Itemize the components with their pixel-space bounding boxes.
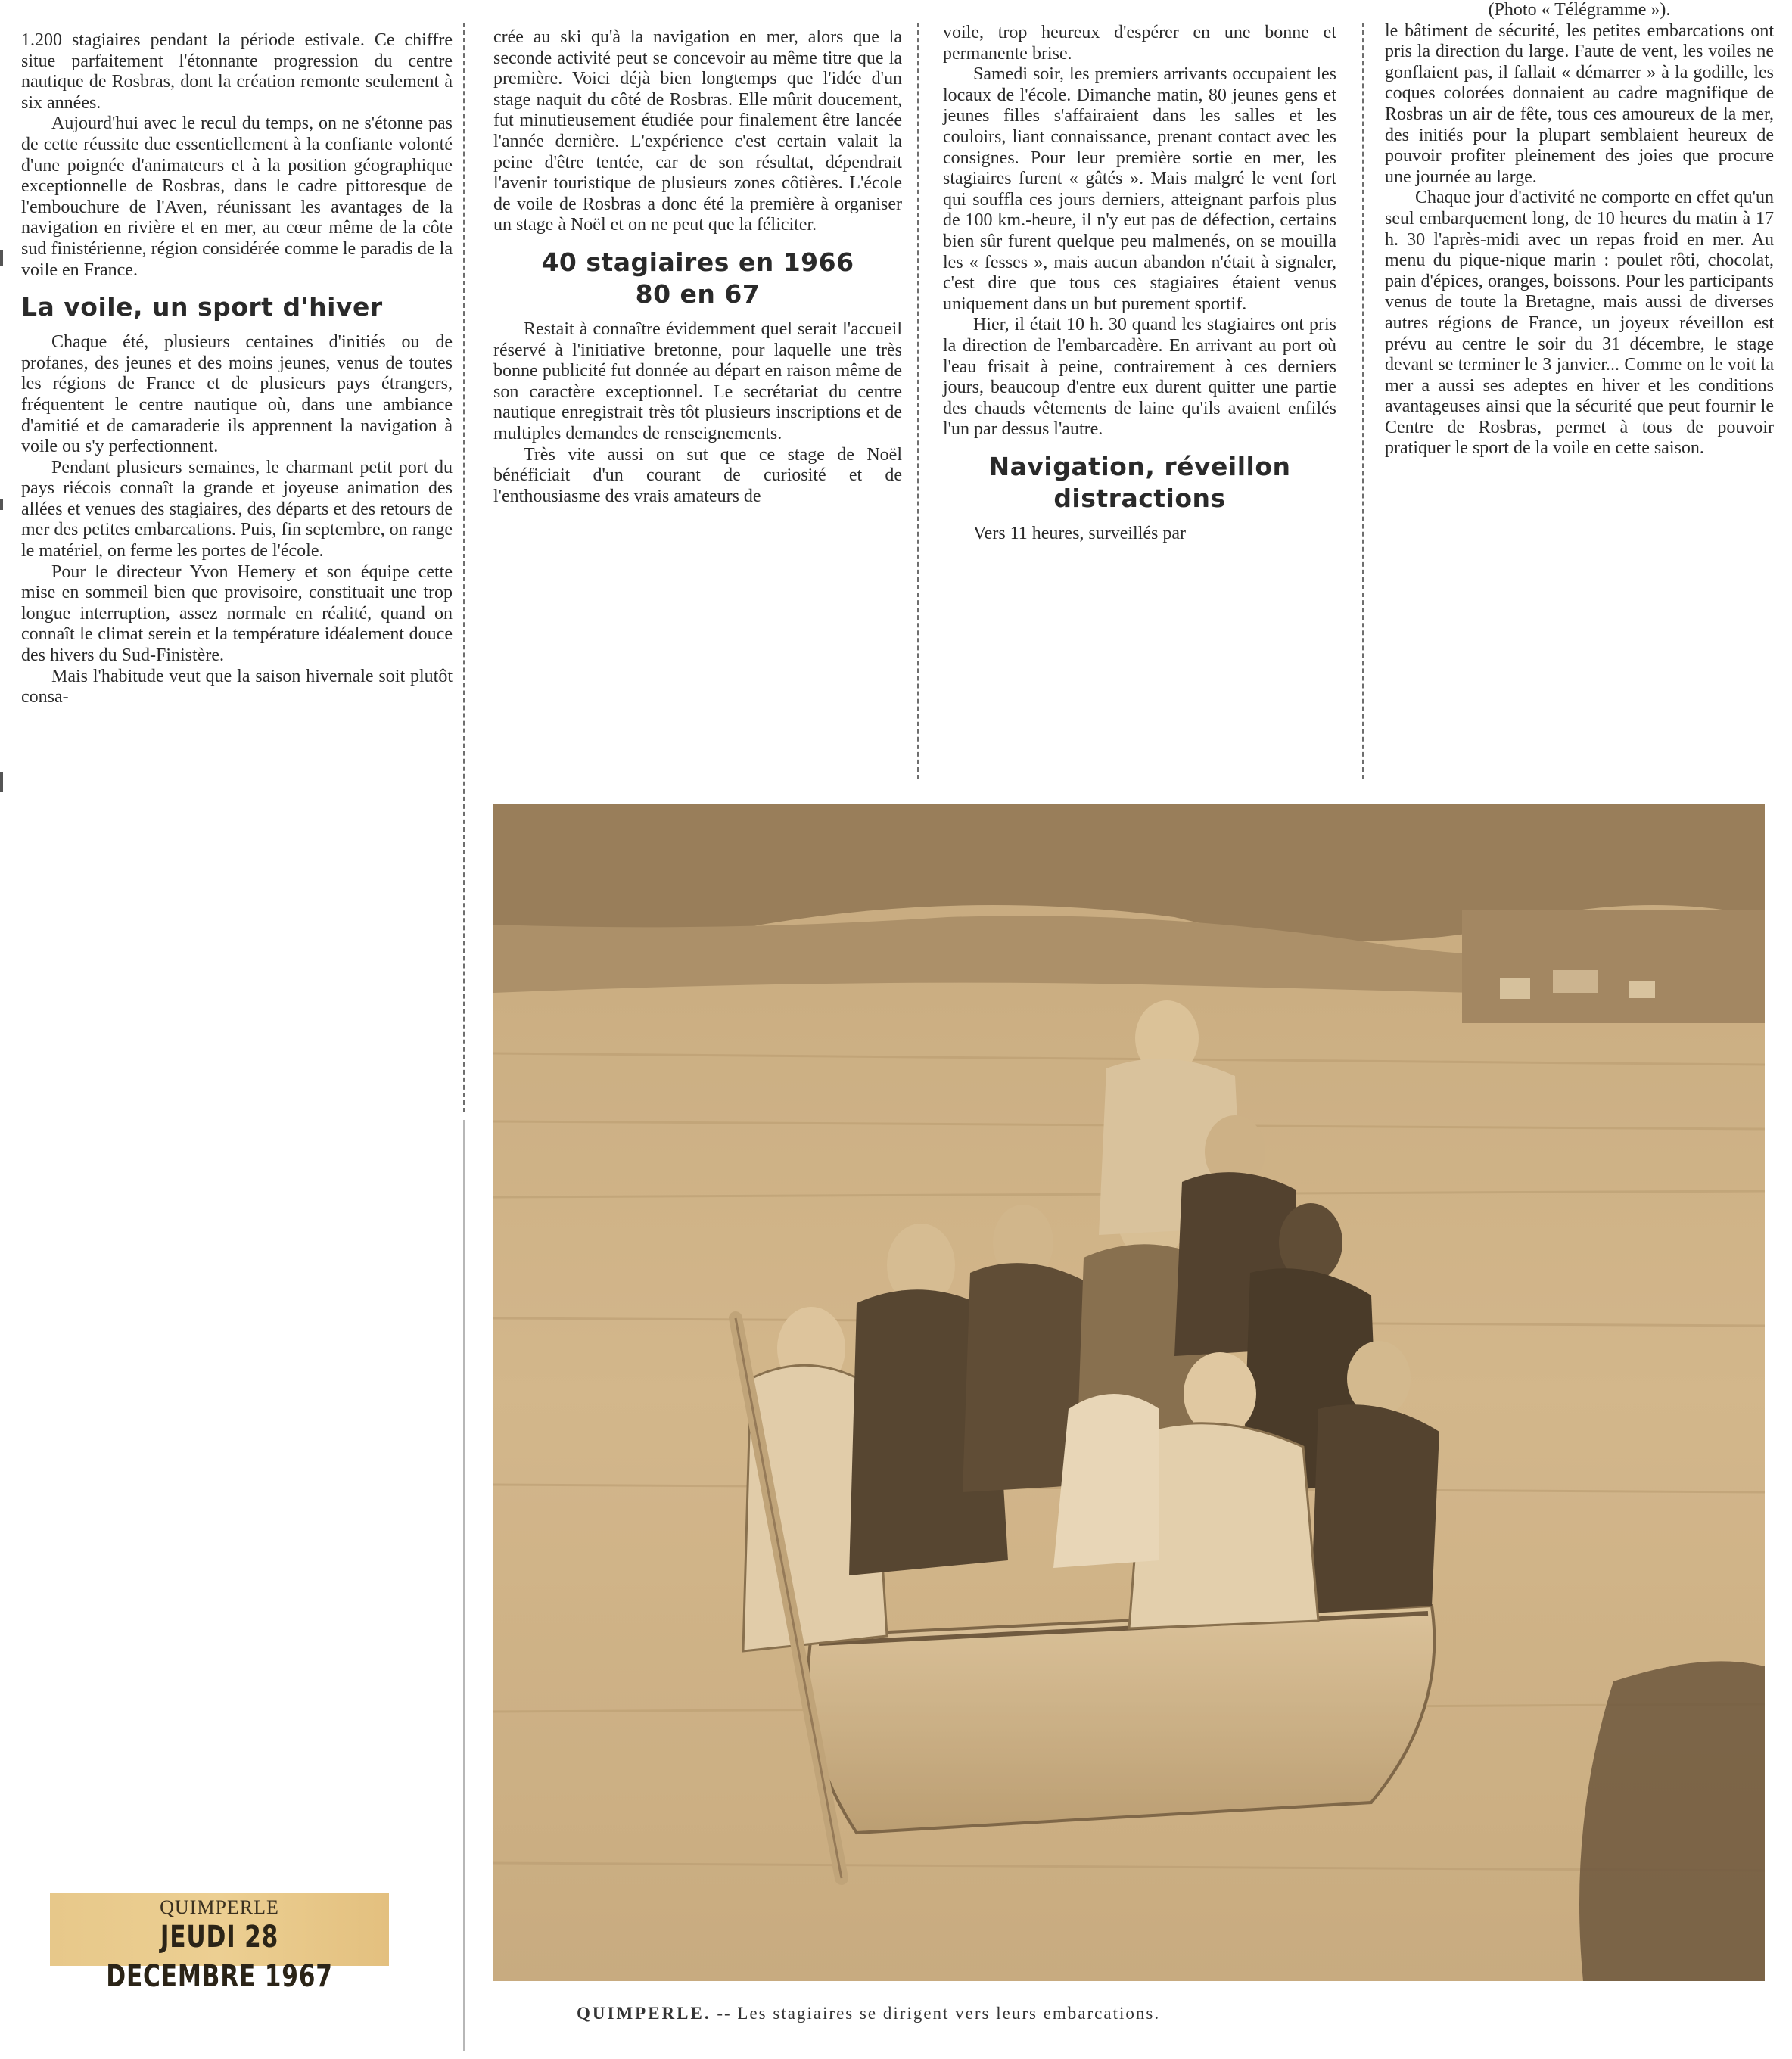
article-paragraph: voile, trop heureux d'espérer en une bonne et permanente brise. [943,23,1336,64]
photo-credit: (Photo « Télégramme »). [1488,0,1671,20]
article-paragraph: Mais l'habitude veut que la saison hivernale soit plutôt consa- [21,666,453,708]
article-column-1 [21,30,453,1112]
photo-image [493,804,1765,1981]
article-paragraph: Aujourd'hui avec le recul du temps, on ne s'étonne pas de cette réussite due essentiellement à la confiante volonté d'une poignée d'animateurs et à la position géographique exceptionnelle de Rosbras, dans le cadre pittoresque de l'embouchure de l'Aven, réunissant les avantages de la navigation en rivière et en mer, au cœur même de la côte sud finistérienne, région considérée comme le paradis de la voile en France. [21,114,453,280]
article-column-2 [493,27,902,773]
column-rule [463,23,465,1112]
article-paragraph: Restait à connaître évidemment quel serait l'accueil réservé à l'initiative bretonne, pour laquelle une très bonne publicité fut donnée au départ en raison même de son caractère exceptionnel. Le secrétariat du centre nautique enregistrait très tôt plusieurs inscriptions et de multiples demandes de renseignements. [493,319,902,443]
dateline-city: QUIMPERLE [160,1896,279,1918]
article-paragraph: Chaque été, plusieurs centaines d'initiés ou de profanes, des jeunes et des moins jeunes, venus de toutes les régions de France et de plusieurs pays étrangers, fréquentent le centre nautique où, dans une ambiance d'amitié et de camaraderie ils apprennent la navigation à voile ou s'y perfectionnent. [21,332,453,457]
column-rule [463,1120,465,2051]
edge-mark [0,772,3,792]
article-column-3 [943,23,1336,768]
section-heading: 40 stagiaires en 1966 80 en 67 [541,247,854,309]
article-paragraph: Pour le directeur Yvon Hemery et son équipe cette mise en sommeil bien que provisoire, constituait une trop longue interruption, assez normale en réalité, quand on connaît le climat serein et la température idéalement douce des hivers du Sud-Finistère. [21,561,453,666]
article-paragraph: Chaque jour d'activité ne comporte en effet qu'un seul embarquement long, de 10 heures du matin à 17 h. 30 l'après-midi avec un repas froid en mer. Au menu du pique-nique marin : poulet rôti, chocolat, pain d'épices, oranges, boissons. Pour les participants venus de toute la Bretagne, mais aussi de diverses autres régions de France, un joyeux réveillon est prévu au centre le soir du 31 décembre, le stage devant se terminer le 3 janvier... Comme on le voit la mer a aussi ses adeptes en hiver et les conditions avantageuses ainsi que la sécurité que peut fournir le Centre de Rosbras, permet à tous de pouvoir pratiquer le sport de la voile en cette saison. [1385,188,1774,459]
article-paragraph: Pendant plusieurs semaines, le charmant petit port du pays riécois connaît la grande et joyeuse animation des allées et venues des stagiaires, des départs et des retours de mer des petites embarcations. Puis, fin septembre, on range le matériel, on ferme les portes de l'école. [21,457,453,561]
article-column-4 [1385,0,1774,764]
article-paragraph: Vers 11 heures, surveillés par [973,523,1187,543]
article-paragraph: crée au ski qu'à la navigation en mer, alors que la seconde activité peut se concevoir au même titre que la première. Voici déjà bien longtemps que l'idée d'un stage naquit du côté de Rosbras. Elle mûrit doucement, fut minutieusement étudiée pour finalement être lancée l'année dernière. L'expérience c'est certain valait la peine d'être tentée, car de son résultat, dépendrait l'avenir touristique de plusieurs zones côtières. L'école de voile de Rosbras a donc été la première à organiser un stage à Noël et on ne peut que la féliciter. [493,27,902,235]
photo-caption [577,2004,1485,2023]
dateline-label [50,1893,389,1994]
dateline-date: JEUDI 28 DECEMBRE 1967 [106,1920,333,1994]
caption-place: QUIMPERLE. [577,2004,711,2023]
caption-text: -- Les stagiaires se dirigent vers leurs embarcations. [711,2004,1161,2023]
edge-mark [0,499,3,510]
column-rule [917,23,919,779]
section-heading: Navigation, réveillon distractions [988,451,1291,513]
article-paragraph: Très vite aussi on sut que ce stage de Noël bénéficiait d'un courant de curiosité et de l'enthousiasme des vrais amateurs de [493,444,902,506]
article-paragraph: Hier, il était 10 h. 30 quand les stagiaires ont pris la direction de l'embarcadère. En arrivant au port où l'eau frisait à peine, contrairement à ces derniers jours, beaucoup d'entre eux durent quitter une partie des chauds vêtements de laine qu'ils avaient enfilés l'un par dessus l'autre. [943,315,1336,440]
photo-boat-stagiaires [493,804,1765,1981]
article-paragraph: 1.200 stagiaires pendant la période estivale. Ce chiffre situe parfaitement l'étonnante progression du centre nautique de Rosbras, dont la création remonte seulement à six années. [21,30,453,113]
edge-mark [0,250,3,266]
column-rule [1362,23,1364,779]
article-paragraph: le bâtiment de sécurité, les petites embarcations ont pris la direction du large. Faute de vent, les voiles ne gonflaient pas, il fallait « démarrer » à la godille, les coques colorées donnaient au cadre magnifique de Rosbras un air de fête, tous ces amoureux de la mer, des initiés pour la plupart semblaient heureux de pouvoir profiter pleinement des joies que procure une journée au large. [1385,20,1774,187]
article-paragraph: Samedi soir, les premiers arrivants occupaient les locaux de l'école. Dimanche matin, 80 jeunes gens et jeunes filles s'affairaient dans les salles et les couloirs, liant connaissance, prenant contact avec les consignes. Pour leur première sortie en mer, les stagiaires furent « gâtés ». Mais malgré le vent fort qui souffla ces jours derniers, atteignant parfois plus de 100 km.-heure, il n'y eut pas de défection, certains bien sûr furent quelque peu malmenés, on se mouilla les « fesses », mais aucun abandon n'était à signaler, c'est dire que tous ces stagiaires étaient venus uniquement dans un but purement sportif. [943,64,1336,314]
section-heading: La voile, un sport d'hiver [21,292,383,322]
